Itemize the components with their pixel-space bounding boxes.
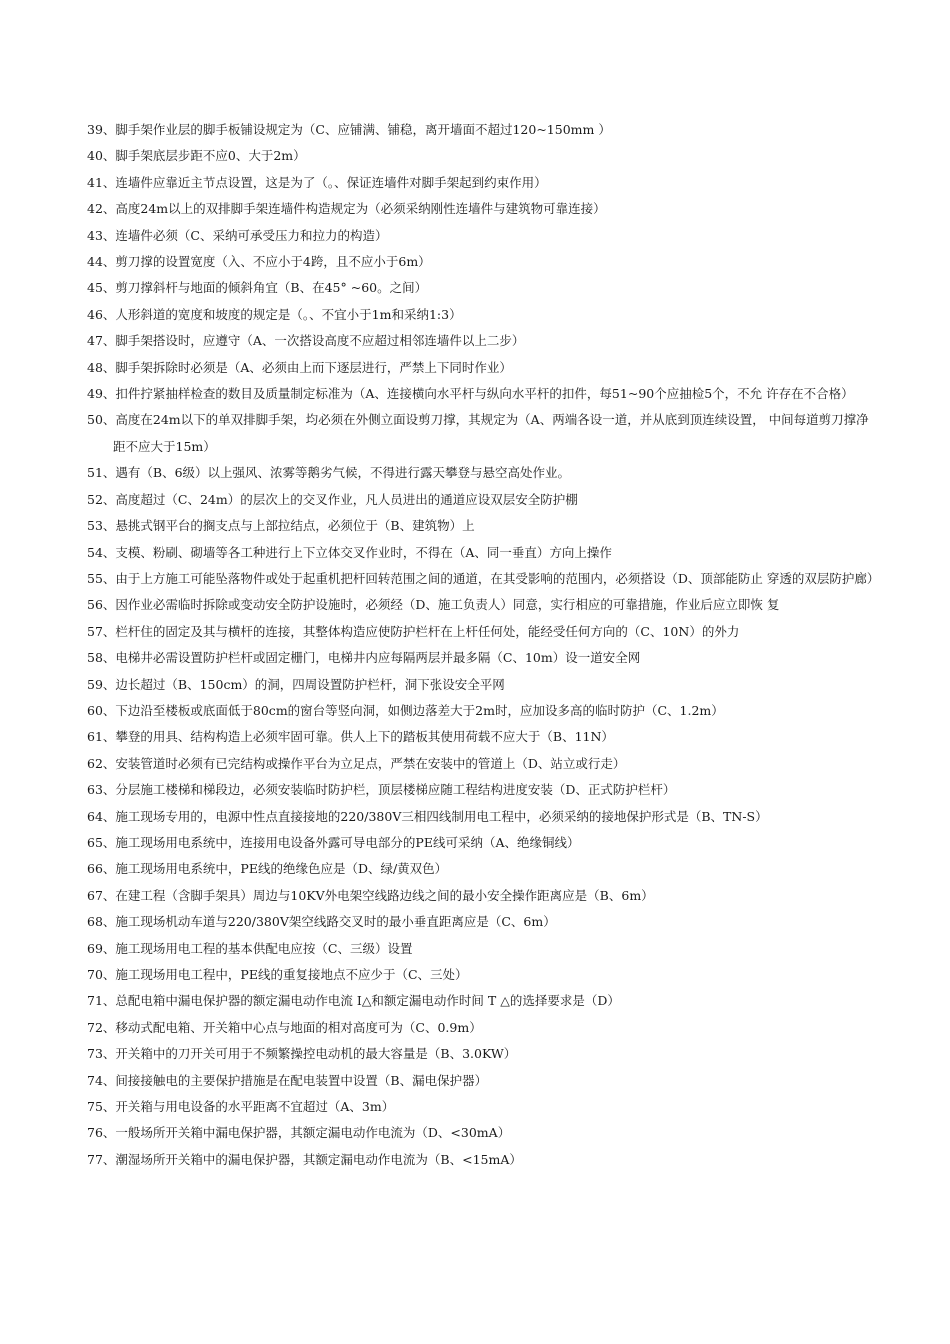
list-item: 75、开关箱与用电设备的水平距离不宜超过（A、3m）	[87, 1099, 395, 1115]
list-item: 59、边长超过（B、150cm）的洞，四周设置防护栏杆，洞下张设安全平网	[87, 676, 505, 692]
list-item: 67、在建工程（含脚手架具）周边与10KV外电架空线路边线之间的最小安全操作距离应是（B、6m）	[87, 887, 654, 903]
list-item: 54、支模、粉刷、砌墙等各工种进行上下立体交叉作业时，不得在（A、同一垂直）方向上操作	[87, 544, 612, 560]
list-item: 44、剪刀撑的设置宽度（入、不应小于4跨，且不应小于6m）	[87, 254, 431, 270]
list-item: 61、攀登的用具、结构构造上必须牢固可靠。供人上下的踏板其使用荷载不应大于（B、11N）	[87, 729, 614, 745]
list-item: 76、一般场所开关箱中漏电保护器，其额定漏电动作电流为（D、<30mA）	[87, 1125, 511, 1141]
list-item: 71、总配电箱中漏电保护器的额定漏电动作电流 I△和额定漏电动作时间 T △的选择要求是（D）	[87, 993, 620, 1009]
list-item: 42、高度24m以上的双排脚手架连墙件构造规定为（必须采纳刚性连墙件与建筑物可靠连接）	[87, 201, 606, 217]
list-item: 58、电梯井必需设置防护栏杆或固定栅门，电梯井内应每隔两层并最多隔（C、10m）设一道安全网	[87, 650, 641, 666]
list-item: 43、连墙件必须（C、采纳可承受压力和拉力的构造）	[87, 227, 388, 243]
question-list	[87, 117, 880, 1173]
list-item: 63、分层施工楼梯和梯段边，必须安装临时防护栏，顶层楼梯应随工程结构进度安装（D、正式防护栏杆）	[87, 782, 676, 798]
list-item: 66、施工现场用电系统中，PE线的绝缘色应是（D、绿/黄双色）	[87, 861, 448, 877]
list-item: 57、栏杆住的固定及其与横杆的连接，其整体构造应使防护栏杆在上杆任何处，能经受任何方向的（C、10N）的外力	[87, 623, 740, 639]
list-item: 39、脚手架作业层的脚手板铺设规定为（C、应铺满、铺稳，离开墙面不超过120~150mm ）	[87, 122, 611, 137]
list-item: 68、施工现场机动车道与220/380V架空线路交叉时的最小垂直距离应是（C、6m）	[87, 914, 556, 930]
list-item: 48、脚手架拆除时必须是（A、必须由上而下逐层进行，严禁上下同时作业）	[87, 359, 512, 375]
list-item: 40、脚手架底层步距不应0、大于2m）	[87, 148, 306, 164]
list-item: 47、脚手架搭设时，应遵守（A、一次搭设高度不应超过相邻连墙件以上二步）	[87, 333, 525, 349]
list-item: 73、开关箱中的刀开关可用于不频繁操控电动机的最大容量是（B、3.0KW）	[87, 1046, 517, 1062]
list-item: 64、施工现场专用的，电源中性点直接接地的220/380V三相四线制用电工程中，必须采纳的接地保护形式是（B、TN-S）	[87, 808, 768, 824]
list-item: 51、遇有（B、6级）以上强风、浓雾等鹅劣气候，不得进行露天攀登与悬空高处作业。	[87, 465, 571, 481]
list-item: 77、潮湿场所开关箱中的漏电保护器，其额定漏电动作电流为（B、<15mA）	[87, 1151, 522, 1167]
list-item: 52、高度超过（C、24m）的层次上的交叉作业，凡人员进出的通道应设双层安全防护棚	[87, 491, 578, 507]
list-item: 46、人形斜道的宽度和坡度的规定是（。、不宜小于1m和采纳1:3）	[87, 306, 462, 322]
list-item: 69、施工现场用电工程的基本供配电应按（C、三级）设置	[87, 940, 413, 956]
list-item: 62、安装管道时必须有已完结构或操作平台为立足点，严禁在安装中的管道上（D、站立或行走）	[87, 755, 626, 771]
list-item: 56、因作业必需临时拆除或变动安全防护设施时，必须经（D、施工负责人）同意，实行相应的可靠措施，作业后应立即恢 复	[87, 597, 780, 613]
list-item: 60、下边沿至楼板或底面低于80cm的窗台等竖向洞，如侧边落差大于2m时，应加设多高的临时防护（C、1.2m）	[87, 702, 724, 718]
list-item: 55、由于上方施工可能坠落物件或处于起重机把杆回转范围之间的通道，在其受影响的范围内，必须搭设（D、顶部能防止 穿透的双层防护廊）	[87, 570, 880, 586]
list-item: 41、连墙件应靠近主节点设置，这是为了（。、保证连墙件对脚手架起到约束作用）	[87, 174, 547, 190]
list-item: 65、施工现场用电系统中，连接用电设备外露可导电部分的PE线可采纳（A、绝缘铜线）	[87, 834, 580, 850]
list-item: 72、移动式配电箱、开关箱中心点与地面的相对高度可为（C、0.9m）	[87, 1019, 482, 1035]
list-item: 45、剪刀撑斜杆与地面的倾斜角宜（B、在45° ~60。之间）	[87, 280, 428, 296]
list-item: 53、悬挑式钢平台的搁支点与上部拉结点，必须位于（B、建筑物）上	[87, 518, 475, 534]
list-item: 74、间接接触电的主要保护措施是在配电装置中设置（B、漏电保护器）	[87, 1072, 488, 1088]
list-item: 70、施工现场用电工程中，PE线的重复接地点不应少于（C、三处）	[87, 967, 468, 982]
list-item: 50、高度在24m以下的单双排脚手架，均必须在外侧立面设剪刀撑，其规定为（A、两端各设一道，并从底到顶连续设置， 中间每道剪刀撑净距不应大于15m）	[87, 412, 869, 454]
list-item: 49、扣件拧紧抽样检查的数目及质量制定标准为（A、连接横向水平杆与纵向水平杆的扣件，每51~90个应抽检5个，不允 许存在不合格）	[87, 386, 854, 402]
